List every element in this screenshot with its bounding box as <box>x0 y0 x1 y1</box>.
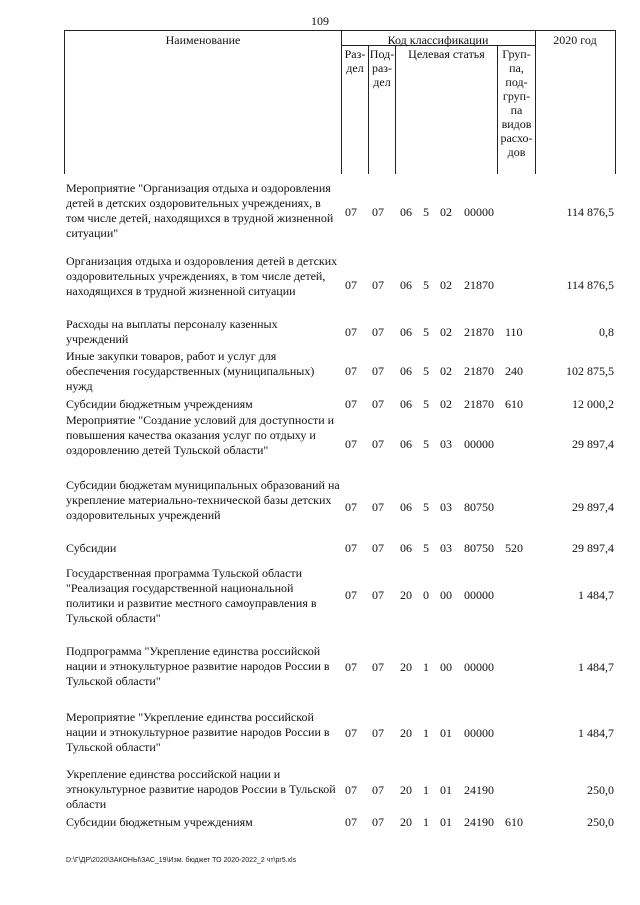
row-pr: 07 <box>372 364 384 378</box>
divider <box>395 45 396 174</box>
row-t4: 00000 <box>464 588 494 602</box>
row-t2: 1 <box>423 726 429 740</box>
table-row <box>66 541 614 557</box>
row-t1: 06 <box>400 325 412 339</box>
row-rz: 07 <box>345 660 357 674</box>
row-t2: 1 <box>423 660 429 674</box>
row-rz: 07 <box>345 325 357 339</box>
row-t3: 02 <box>440 397 452 411</box>
row-t4: 24190 <box>464 815 494 829</box>
row-amount: 29 897,4 <box>572 541 614 555</box>
row-t2: 0 <box>423 588 429 602</box>
row-rz: 07 <box>345 541 357 555</box>
row-t3: 03 <box>440 541 452 555</box>
header-code-group: Код классификации <box>387 33 489 47</box>
row-t3: 03 <box>440 500 452 514</box>
row-pr: 07 <box>372 541 384 555</box>
row-t4: 00000 <box>464 660 494 674</box>
row-t1: 06 <box>400 278 412 292</box>
row-rz: 07 <box>345 783 357 797</box>
row-rz: 07 <box>345 726 357 740</box>
row-t1: 20 <box>400 815 412 829</box>
row-amount: 1 484,7 <box>578 588 614 602</box>
row-t2: 5 <box>423 437 429 451</box>
row-pr: 07 <box>372 325 384 339</box>
row-pr: 07 <box>372 783 384 797</box>
table-row <box>66 397 614 413</box>
row-t3: 03 <box>440 437 452 451</box>
row-rz: 07 <box>345 278 357 292</box>
row-pr: 07 <box>372 726 384 740</box>
row-t1: 20 <box>400 660 412 674</box>
row-t2: 5 <box>423 278 429 292</box>
row-t2: 5 <box>423 205 429 219</box>
row-t1: 06 <box>400 500 412 514</box>
header-year: 2020 год <box>553 33 597 47</box>
row-pr: 07 <box>372 397 384 411</box>
row-t4: 24190 <box>464 783 494 797</box>
row-t2: 1 <box>423 783 429 797</box>
row-t2: 5 <box>423 364 429 378</box>
header-target: Целевая статья <box>408 47 485 61</box>
row-t2: 1 <box>423 815 429 829</box>
row-t2: 5 <box>423 325 429 339</box>
header-group: Груп-па, под-груп-па видов расхо-дов <box>500 47 533 159</box>
row-t3: 02 <box>440 205 452 219</box>
table-row <box>66 478 614 540</box>
row-name: Субсидии <box>66 541 117 555</box>
header-name: Наименование <box>165 33 241 47</box>
table-row <box>66 413 614 475</box>
row-rz: 07 <box>345 815 357 829</box>
table-row <box>66 767 614 815</box>
row-t4: 21870 <box>464 397 494 411</box>
page-number: 109 <box>311 14 329 28</box>
table-row <box>66 644 614 692</box>
row-t4: 21870 <box>464 364 494 378</box>
row-vr: 520 <box>505 541 523 555</box>
row-name: Мероприятие "Создание условий для доступности и повышения качества оказания услуг по отдыху и оздоровлению детей Тульской области" <box>66 413 335 457</box>
row-amount: 114 876,5 <box>566 278 614 292</box>
row-t3: 00 <box>440 660 452 674</box>
row-t3: 02 <box>440 364 452 378</box>
row-amount: 29 897,4 <box>572 500 614 514</box>
header-podrazdel: Под-раз-дел <box>369 47 395 89</box>
row-amount: 0,8 <box>599 325 614 339</box>
row-name: Субсидии бюджетам муниципальных образований на укрепление материально-технической базы детских оздоровительных учреждений <box>66 478 340 522</box>
row-t3: 00 <box>440 588 452 602</box>
row-pr: 07 <box>372 437 384 451</box>
row-pr: 07 <box>372 500 384 514</box>
row-t4: 21870 <box>464 278 494 292</box>
row-amount: 250,0 <box>587 815 614 829</box>
row-rz: 07 <box>345 205 357 219</box>
row-t4: 00000 <box>464 205 494 219</box>
table-header <box>64 30 616 174</box>
row-name: Субсидии бюджетным учреждениям <box>66 397 253 411</box>
row-name: Мероприятие "Организация отдыха и оздоровления детей в детских оздоровительных учреждениях, в том числе детей, находящихся в трудной жизненной ситуации" <box>66 181 334 240</box>
row-t3: 02 <box>440 278 452 292</box>
row-vr: 610 <box>505 815 523 829</box>
row-amount: 1 484,7 <box>578 726 614 740</box>
row-amount: 12 000,2 <box>572 397 614 411</box>
row-t1: 06 <box>400 437 412 451</box>
row-rz: 07 <box>345 588 357 602</box>
row-vr: 110 <box>505 325 523 339</box>
row-rz: 07 <box>345 437 357 451</box>
row-t3: 01 <box>440 726 452 740</box>
row-name: Иные закупки товаров, работ и услуг для обеспечения государственных (муниципальных) нужд <box>66 349 315 393</box>
row-vr: 240 <box>505 364 523 378</box>
row-t3: 02 <box>440 325 452 339</box>
row-rz: 07 <box>345 364 357 378</box>
row-t2: 5 <box>423 500 429 514</box>
row-pr: 07 <box>372 588 384 602</box>
table-row <box>66 566 614 628</box>
row-t4: 80750 <box>464 500 494 514</box>
row-t3: 01 <box>440 815 452 829</box>
row-amount: 114 876,5 <box>566 205 614 219</box>
row-pr: 07 <box>372 660 384 674</box>
row-t1: 06 <box>400 205 412 219</box>
row-amount: 102 875,5 <box>566 364 614 378</box>
row-t1: 06 <box>400 397 412 411</box>
row-name: Расходы на выплаты персоналу казенных учреждений <box>66 317 278 346</box>
row-amount: 29 897,4 <box>572 437 614 451</box>
row-t2: 5 <box>423 541 429 555</box>
row-t2: 5 <box>423 397 429 411</box>
row-vr: 610 <box>505 397 523 411</box>
row-t1: 20 <box>400 588 412 602</box>
row-amount: 250,0 <box>587 783 614 797</box>
row-t1: 20 <box>400 726 412 740</box>
row-pr: 07 <box>372 815 384 829</box>
row-t4: 00000 <box>464 437 494 451</box>
row-t4: 21870 <box>464 325 494 339</box>
row-pr: 07 <box>372 278 384 292</box>
row-t4: 80750 <box>464 541 494 555</box>
row-t1: 06 <box>400 364 412 378</box>
table-row <box>66 254 614 316</box>
row-t1: 20 <box>400 783 412 797</box>
row-name: Субсидии бюджетным учреждениям <box>66 815 253 829</box>
table-row <box>66 815 614 831</box>
row-pr: 07 <box>372 205 384 219</box>
row-name: Государственная программа Тульской области "Реализация государственной национальной политики и развитие местного самоуправления в Тульской области" <box>66 566 317 625</box>
row-t4: 00000 <box>464 726 494 740</box>
row-name: Укрепление единства российской нации и этнокультурное развитие народов России в Тульской области <box>66 767 336 811</box>
row-t1: 06 <box>400 541 412 555</box>
row-name: Мероприятие "Укрепление единства российской нации и этнокультурное развитие народов России в Тульской области" <box>66 710 330 754</box>
divider <box>535 31 536 174</box>
row-rz: 07 <box>345 397 357 411</box>
row-name: Организация отдыха и оздоровления детей в детских оздоровительных учреждениях, в том числе детей, находящихся в трудной жизненной ситуации <box>66 254 338 298</box>
row-t3: 01 <box>440 783 452 797</box>
table-row <box>66 349 614 395</box>
table-row <box>66 710 614 758</box>
row-rz: 07 <box>345 500 357 514</box>
row-amount: 1 484,7 <box>578 660 614 674</box>
table-row <box>66 181 614 243</box>
file-path: D:\Г\ДР\2020\ЗАКОНЫ\ЗАС_19\Изм. бюджет ТО 2020-2022_2 чт\pr5.xls <box>66 857 297 864</box>
table-row <box>66 317 614 348</box>
row-name: Подпрограмма "Укрепление единства российской нации и этнокультурное развитие народов России в Тульской области" <box>66 644 330 688</box>
header-razdel: Раз-дел <box>344 47 366 75</box>
